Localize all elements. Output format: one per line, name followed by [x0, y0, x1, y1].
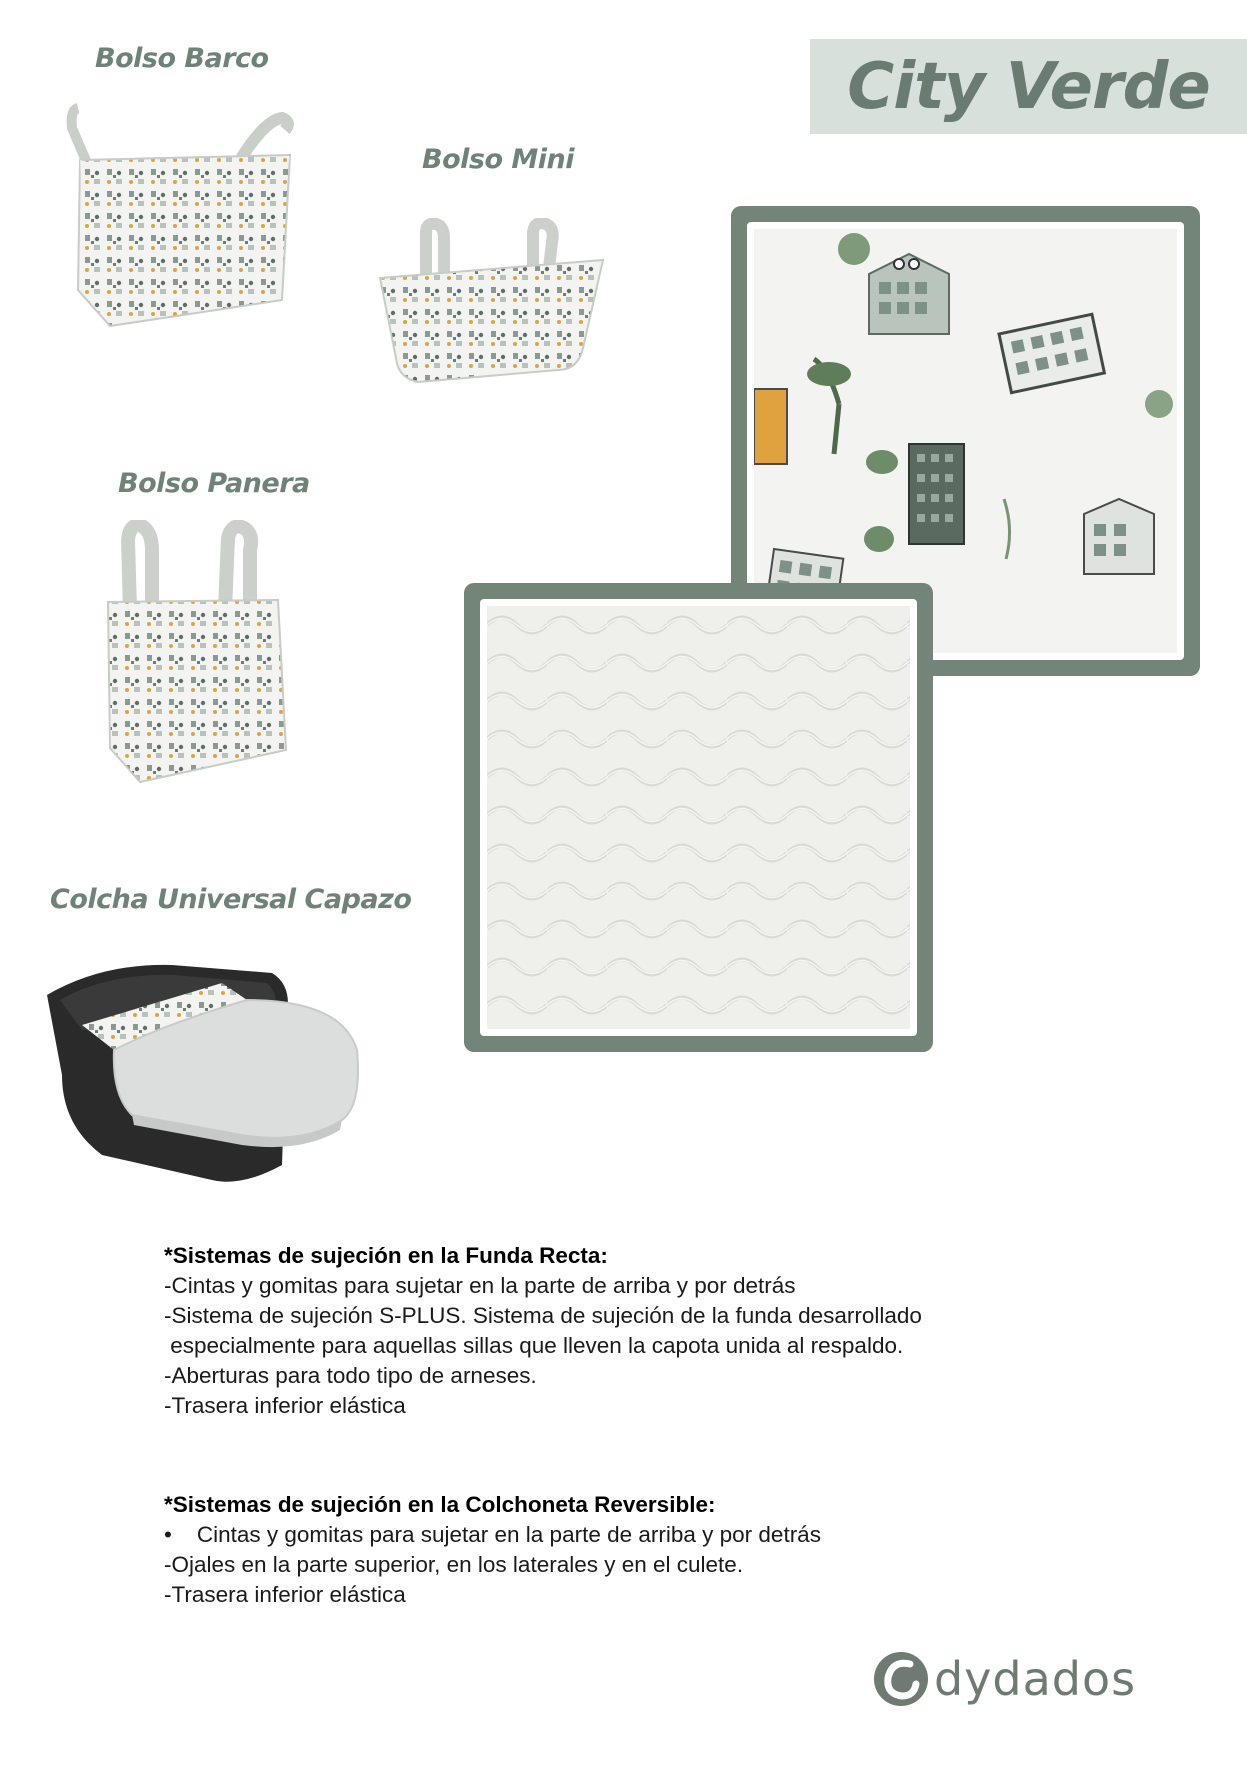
funda-recta-heading: *Sistemas de sujeción en la Funda Recta:	[164, 1243, 608, 1268]
colcha-capazo-image	[42, 955, 362, 1190]
colchoneta-heading: *Sistemas de sujeción en la Colchoneta Reversible:	[164, 1492, 716, 1517]
colchoneta-section	[164, 1490, 1064, 1610]
bolso-barco-image	[60, 100, 295, 335]
brand-logo-mark-icon	[872, 1650, 930, 1708]
colchoneta-line: • Cintas y gomitas para sujetar en la parte de arriba y por detrás	[164, 1522, 821, 1547]
colchoneta-line: -Ojales en la parte superior, en los laterales y en el culete.	[164, 1552, 744, 1577]
product-title-colcha: Colcha Universal Capazo	[50, 884, 412, 915]
product-title-bolso-panera: Bolso Panera	[118, 468, 310, 499]
collection-banner	[810, 39, 1247, 134]
bolso-panera-image	[100, 520, 295, 790]
fabric-swatch-texture-frame	[464, 583, 933, 1052]
product-title-bolso-mini: Bolso Mini	[422, 144, 575, 175]
funda-recta-line: -Sistema de sujeción S-PLUS. Sistema de sujeción de la funda desarrollado	[164, 1303, 922, 1328]
product-title-bolso-barco: Bolso Barco	[95, 43, 269, 74]
funda-recta-line: especialmente para aquellas sillas que lleven la capota unida al respaldo.	[164, 1333, 904, 1358]
funda-recta-line: -Trasera inferior elástica	[164, 1393, 406, 1418]
wave-texture	[487, 606, 910, 1029]
colchoneta-line: -Trasera inferior elástica	[164, 1582, 406, 1607]
bolso-mini-image	[378, 218, 610, 388]
collection-title: City Verde	[847, 49, 1210, 124]
funda-recta-section	[164, 1241, 1064, 1421]
funda-recta-line: -Aberturas para todo tipo de arneses.	[164, 1363, 537, 1388]
brand-logo	[872, 1648, 1142, 1710]
funda-recta-line: -Cintas y gomitas para sujetar en la parte de arriba y por detrás	[164, 1273, 796, 1298]
fabric-swatch-texture	[487, 606, 910, 1029]
brand-name: dydados	[934, 1652, 1137, 1706]
